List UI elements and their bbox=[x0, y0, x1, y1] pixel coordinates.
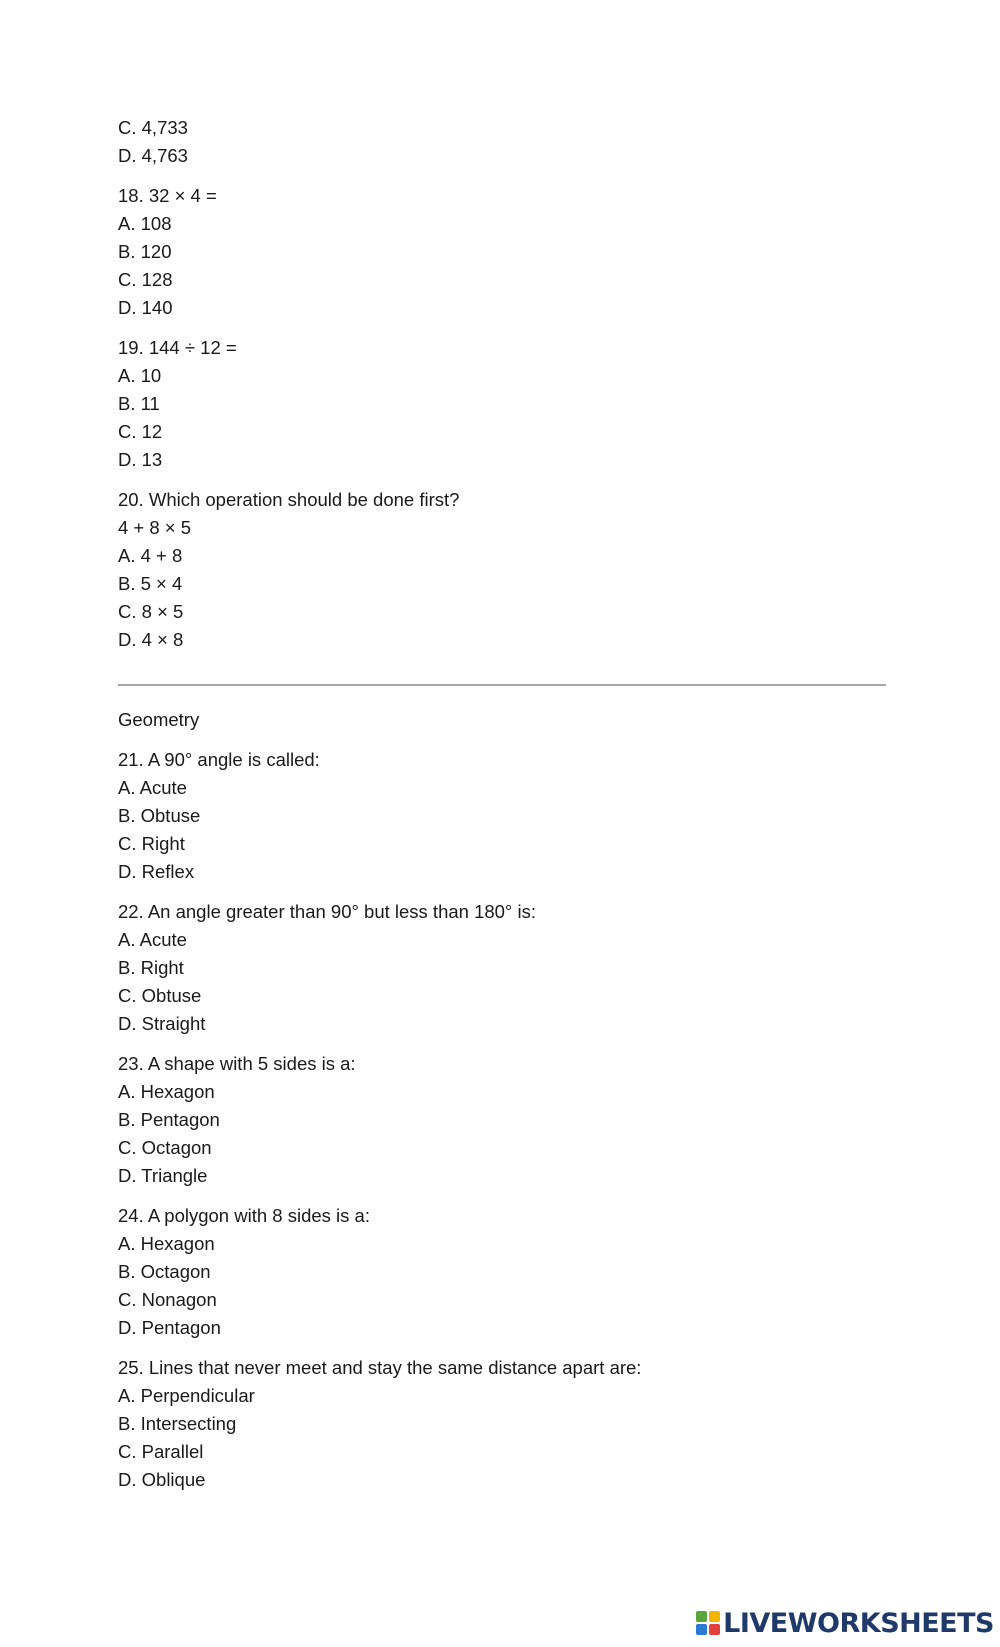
answer-option[interactable]: B. Pentagon bbox=[118, 1109, 220, 1130]
answer-option[interactable]: A. Hexagon bbox=[118, 1081, 215, 1102]
answer-option[interactable]: A. 4 + 8 bbox=[118, 545, 183, 566]
answer-option[interactable]: A. Perpendicular bbox=[118, 1385, 255, 1406]
answer-option[interactable]: A. 108 bbox=[118, 213, 172, 234]
answer-option[interactable]: A. Acute bbox=[118, 777, 187, 798]
question-25 bbox=[118, 1354, 888, 1494]
answer-option[interactable]: B. 11 bbox=[118, 393, 160, 414]
answer-option[interactable]: B. Obtuse bbox=[118, 805, 201, 826]
answer-option[interactable]: B. 120 bbox=[118, 241, 172, 262]
logo-square-green bbox=[696, 1611, 707, 1622]
answer-option[interactable]: B. Octagon bbox=[118, 1261, 211, 1282]
answer-option[interactable]: C. Nonagon bbox=[118, 1289, 217, 1310]
answer-option[interactable]: A. 10 bbox=[118, 365, 162, 386]
answer-option[interactable]: C. 128 bbox=[118, 269, 173, 290]
answer-option[interactable]: C. Right bbox=[118, 833, 185, 854]
answer-option[interactable]: B. Intersecting bbox=[118, 1413, 237, 1434]
question-19 bbox=[118, 334, 888, 474]
answer-option[interactable]: D. 140 bbox=[118, 297, 173, 318]
question-22 bbox=[118, 898, 888, 1038]
question-prompt: 21. A 90° angle is called: bbox=[118, 749, 320, 770]
answer-option[interactable]: D. Triangle bbox=[118, 1165, 208, 1186]
answer-option[interactable]: D. 13 bbox=[118, 449, 163, 470]
question-prompt: 20. Which operation should be done first? bbox=[118, 489, 460, 510]
answer-option[interactable]: B. Right bbox=[118, 957, 184, 978]
logo-square-yellow bbox=[709, 1611, 720, 1622]
logo-square-red bbox=[709, 1624, 720, 1635]
question-23 bbox=[118, 1050, 888, 1190]
answer-option[interactable]: C. Obtuse bbox=[118, 985, 202, 1006]
answer-option[interactable]: C. 4,733 bbox=[118, 117, 188, 138]
question-prompt: 23. A shape with 5 sides is a: bbox=[118, 1053, 356, 1074]
answer-option[interactable]: C. Octagon bbox=[118, 1137, 212, 1158]
answer-option[interactable]: B. 5 × 4 bbox=[118, 573, 183, 594]
answer-option[interactable]: D. Reflex bbox=[118, 861, 195, 882]
question-prompt: 24. A polygon with 8 sides is a: bbox=[118, 1205, 370, 1226]
question-18 bbox=[118, 182, 888, 322]
answer-option[interactable]: D. Pentagon bbox=[118, 1317, 221, 1338]
question-expression: 4 + 8 × 5 bbox=[118, 517, 192, 538]
question-17-options-continued bbox=[118, 114, 888, 170]
question-prompt: 22. An angle greater than 90° but less than 180° is: bbox=[118, 901, 536, 922]
answer-option[interactable]: D. 4,763 bbox=[118, 145, 188, 166]
liveworksheets-logo bbox=[696, 1607, 994, 1639]
section-divider bbox=[118, 684, 886, 686]
question-prompt: 25. Lines that never meet and stay the same distance apart are: bbox=[118, 1357, 642, 1378]
question-24 bbox=[118, 1202, 888, 1342]
question-prompt: 19. 144 ÷ 12 = bbox=[118, 337, 237, 358]
question-prompt: 18. 32 × 4 = bbox=[118, 185, 217, 206]
answer-option[interactable]: C. 8 × 5 bbox=[118, 601, 184, 622]
answer-option[interactable]: C. Parallel bbox=[118, 1441, 204, 1462]
answer-option[interactable]: D. 4 × 8 bbox=[118, 629, 184, 650]
question-21 bbox=[118, 746, 888, 886]
section-title: Geometry bbox=[118, 709, 200, 730]
answer-option[interactable]: D. Straight bbox=[118, 1013, 206, 1034]
answer-option[interactable]: C. 12 bbox=[118, 421, 163, 442]
logo-square-blue bbox=[696, 1624, 707, 1635]
worksheet-page bbox=[118, 114, 888, 1494]
question-20 bbox=[118, 486, 888, 654]
answer-option[interactable]: D. Oblique bbox=[118, 1469, 206, 1490]
answer-option[interactable]: A. Acute bbox=[118, 929, 187, 950]
liveworksheets-logo-text: LIVEWORKSHEETS bbox=[723, 1607, 994, 1639]
answer-option[interactable]: A. Hexagon bbox=[118, 1233, 215, 1254]
liveworksheets-logo-icon bbox=[696, 1611, 720, 1635]
